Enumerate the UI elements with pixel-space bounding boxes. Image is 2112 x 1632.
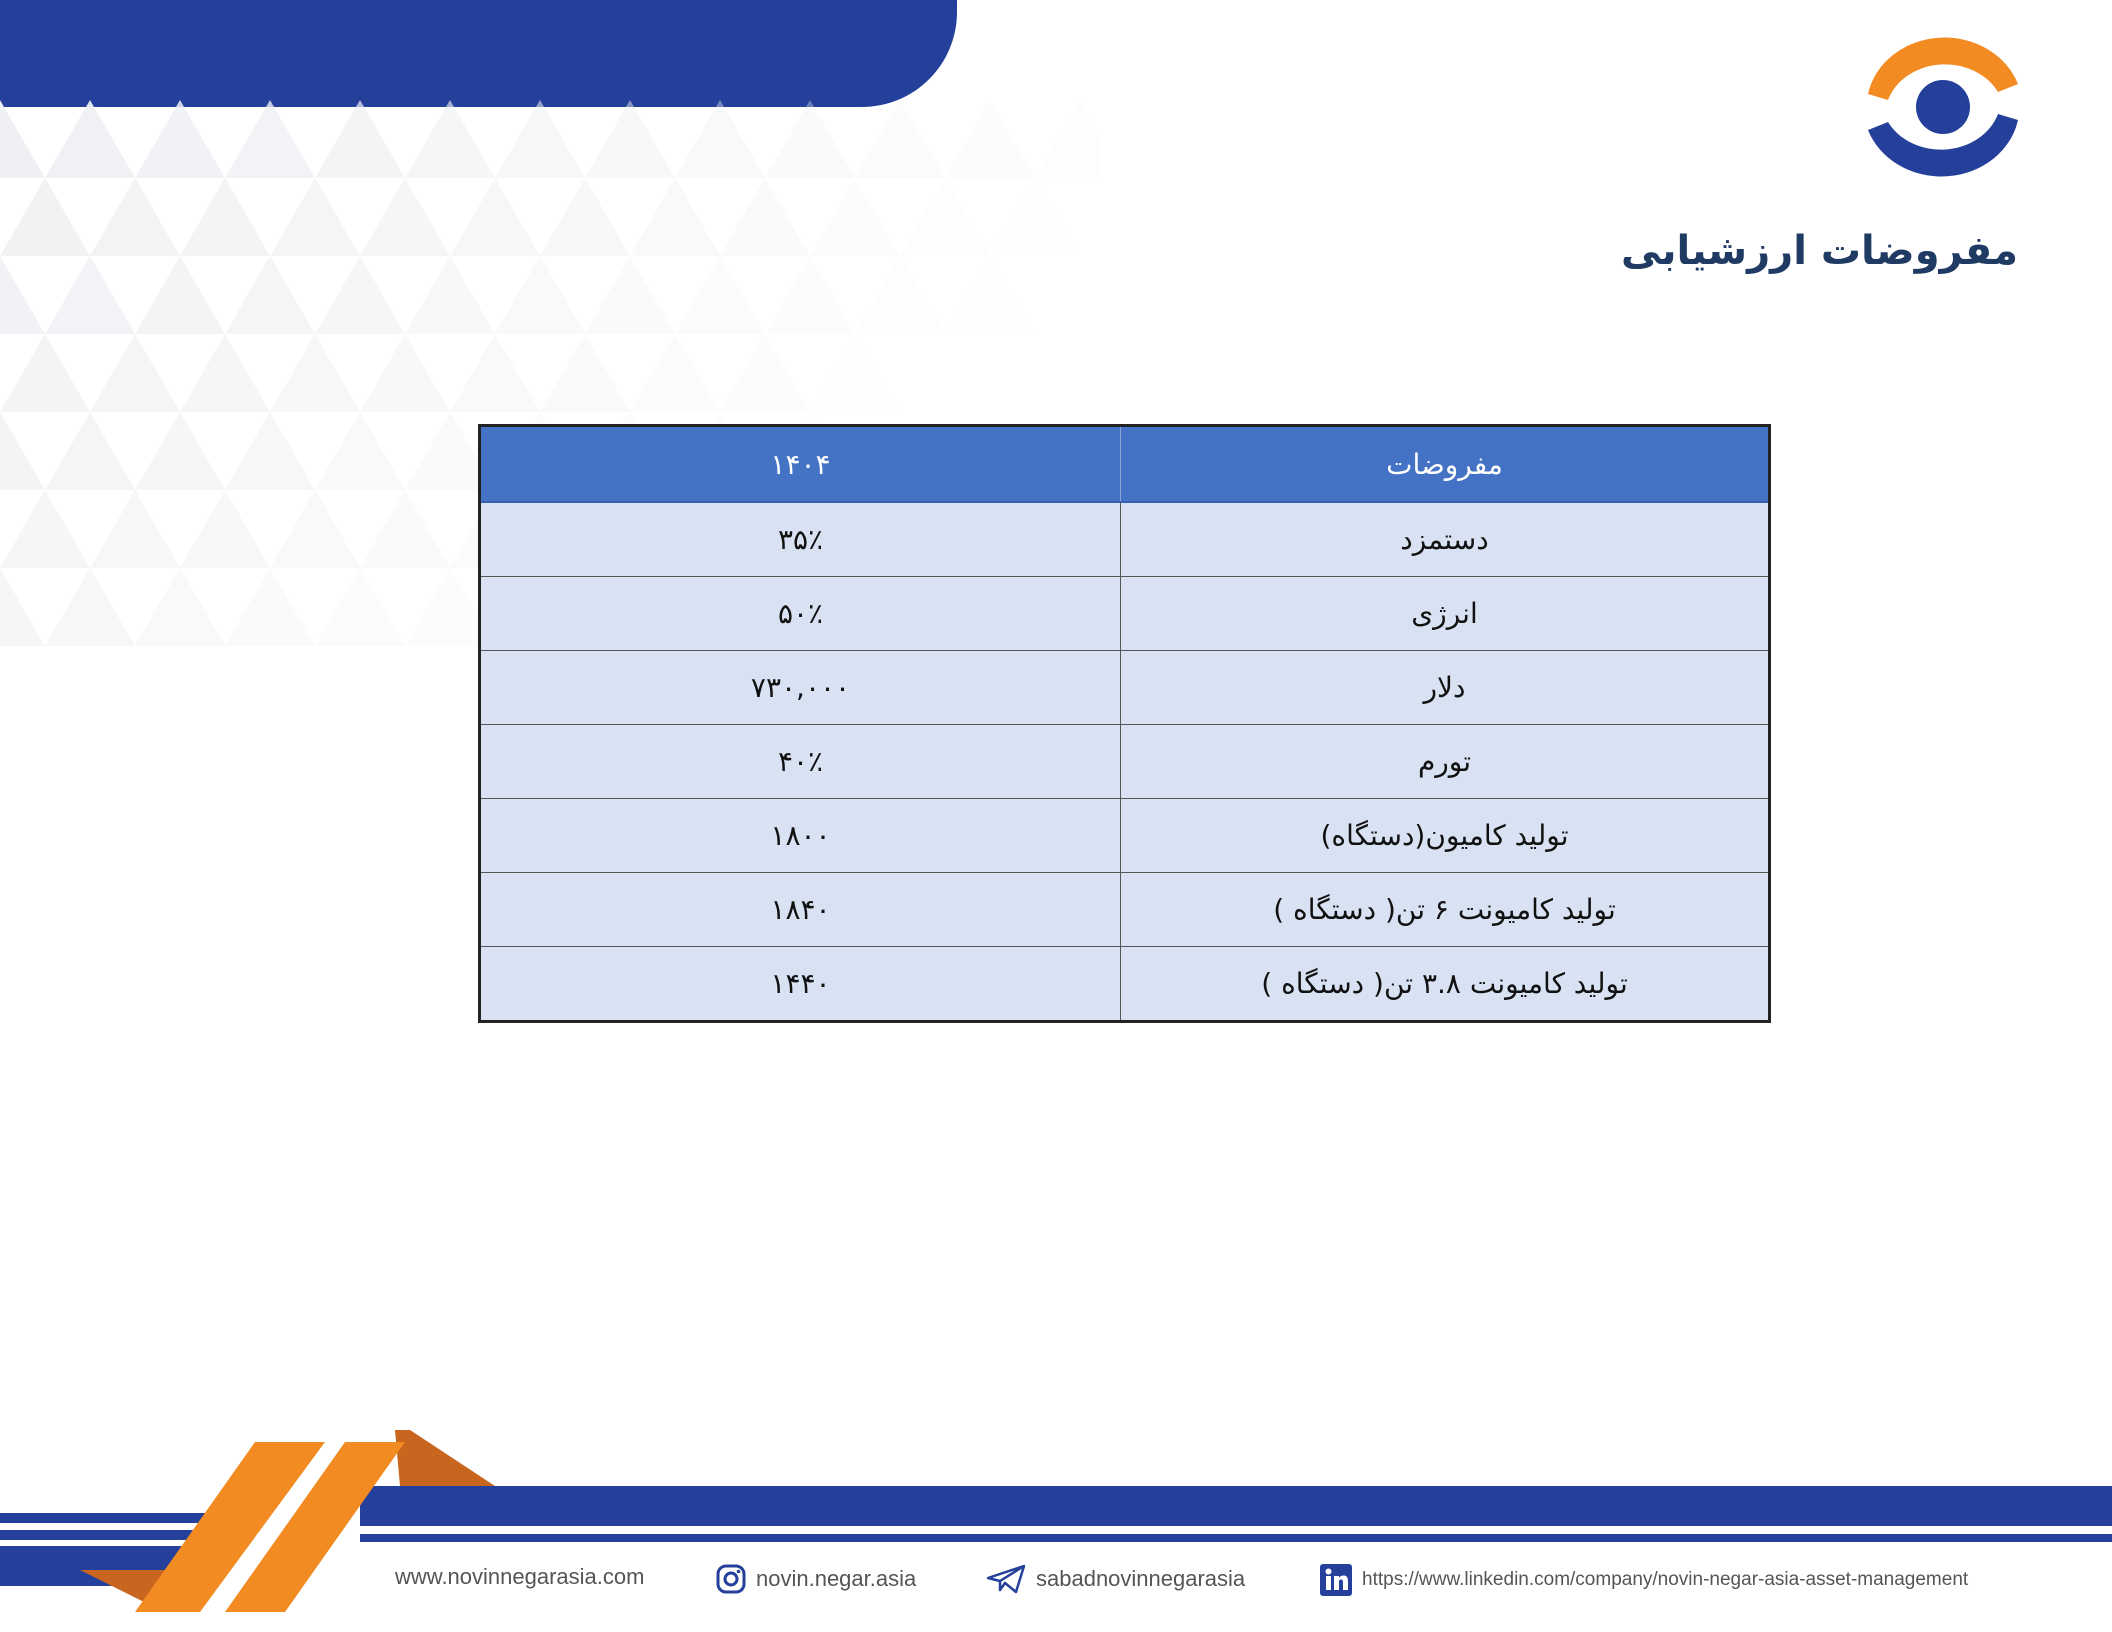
- linkedin-url[interactable]: https://www.linkedin.com/company/novin-negar-asia-asset-management: [1362, 1569, 1969, 1590]
- instagram-handle[interactable]: novin.negar.asia: [756, 1566, 917, 1591]
- header-year: ۱۴۰۴: [480, 426, 1121, 503]
- website-link[interactable]: www.novinnegarasia.com: [395, 1564, 645, 1589]
- row-value: ۴۰٪: [480, 725, 1121, 799]
- table-row: [480, 502, 1770, 577]
- assumptions-table: [478, 424, 1771, 1023]
- table-row: [480, 799, 1770, 873]
- table-row: [480, 947, 1770, 1022]
- page-title: مفروضات ارزشیابی: [1620, 228, 2018, 274]
- table-row: [480, 873, 1770, 947]
- row-value: ۳۵٪: [480, 502, 1121, 577]
- header-assumption: مفروضات: [1121, 426, 1770, 503]
- table-header-row: [480, 426, 1770, 503]
- table-row: [480, 651, 1770, 725]
- row-label: انرژی: [1121, 577, 1770, 651]
- row-value: ۵۰٪: [480, 577, 1121, 651]
- top-banner: [0, 0, 957, 107]
- telegram-icon: [986, 1564, 1026, 1594]
- row-label: تولید کامیونت ۳.۸ تن( دستگاه ): [1121, 947, 1770, 1022]
- table-row: [480, 577, 1770, 651]
- instagram-icon: [716, 1564, 746, 1594]
- footer-website[interactable]: [395, 1564, 644, 1590]
- table-row: [480, 725, 1770, 799]
- row-value: ۱۸۴۰: [480, 873, 1121, 947]
- row-label: تولید کامیونت ۶ تن( دستگاه ): [1121, 873, 1770, 947]
- footer-telegram[interactable]: [986, 1564, 1245, 1594]
- footer-linkedin[interactable]: [1320, 1564, 1968, 1596]
- footer-links: [0, 1554, 2112, 1614]
- linkedin-icon: [1320, 1564, 1352, 1596]
- company-logo: [1858, 32, 2028, 182]
- row-label: تورم: [1121, 725, 1770, 799]
- telegram-handle[interactable]: sabadnovinnegarasia: [1036, 1566, 1246, 1591]
- row-label: دستمزد: [1121, 502, 1770, 577]
- footer-instagram[interactable]: [716, 1564, 916, 1594]
- row-value: ۱۴۴۰: [480, 947, 1121, 1022]
- row-label: دلار: [1121, 651, 1770, 725]
- row-value: ۱۸۰۰: [480, 799, 1121, 873]
- row-value: ۷۳۰,۰۰۰: [480, 651, 1121, 725]
- row-label: تولید کامیون(دستگاه): [1121, 799, 1770, 873]
